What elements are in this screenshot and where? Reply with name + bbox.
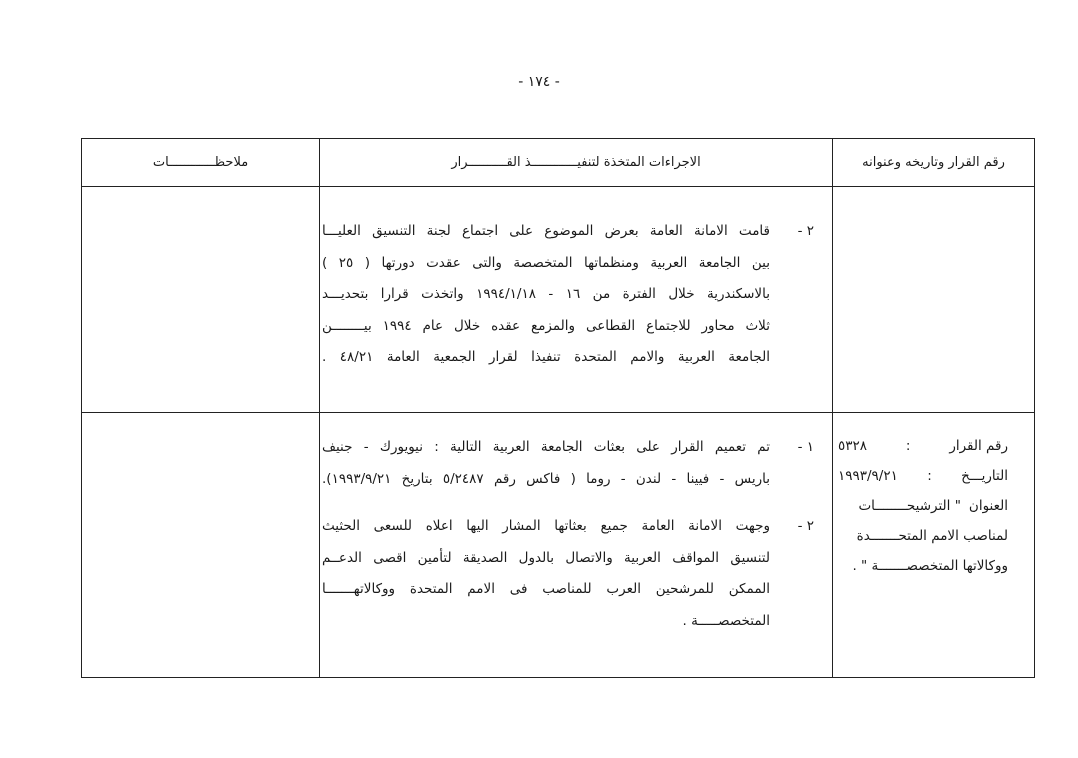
action-line bbox=[322, 432, 814, 464]
action-line bbox=[322, 342, 814, 374]
row2-actions-item1 bbox=[322, 432, 814, 495]
action-line bbox=[322, 543, 814, 575]
action-text: قامت الامانة العامة بعرض الموضوع على اجتماع لجنة التنسيق العليـــا bbox=[322, 223, 770, 239]
action-text: وجهت الامانة العامة جميع بعثاتها المشار اليها اعلاه للسعى الحثيث bbox=[322, 518, 770, 534]
row-divider bbox=[82, 412, 1034, 413]
decision-date: التاريـــخ : ١٩٩٣/٩/٢١ bbox=[838, 468, 1008, 484]
header-actions: الاجراءات المتخذة لتنفيــــــــــــذ القــــــــــرار bbox=[451, 155, 701, 170]
item-number: ١ - bbox=[797, 439, 814, 455]
action-line bbox=[322, 511, 814, 543]
action-text: بالاسكندرية خلال الفترة من ١٦ - ١٩٩٤/١/١٨ واتخذت قرارا بتحديـــد bbox=[322, 286, 770, 302]
action-line bbox=[322, 464, 814, 496]
row2-actions-item2 bbox=[322, 511, 814, 637]
decision-title: العنوان " الترشيحــــــــات bbox=[858, 498, 1008, 514]
header-decision: رقم القرار وتاريخه وعنوانه bbox=[862, 155, 1005, 170]
page-number: - ١٧٤ - bbox=[518, 74, 560, 90]
row1-actions bbox=[322, 216, 814, 374]
action-line bbox=[322, 606, 814, 638]
decision-info bbox=[838, 431, 1008, 581]
action-text: لتنسيق المواقف العربية والاتصال بالدول الصديقة لتأمين اقصى الدعــم bbox=[322, 549, 770, 566]
action-text: الممكن للمرشحين العرب للمناصب فى الامم المتحدة ووكالاتهـــــــا bbox=[322, 581, 770, 597]
header-notes: ملاحظــــــــــــات bbox=[152, 155, 249, 170]
action-line bbox=[322, 248, 814, 280]
action-text: المتخصصـــــة . bbox=[682, 612, 770, 629]
decision-title-cont: لمناصب الامم المتحـــــــدة bbox=[856, 528, 1008, 544]
action-text: باريس - فيينا - لندن - روما ( فاكس رقم ٥/٢٤٨٧ بتاريخ ١٩٩٣/٩/٢١). bbox=[322, 470, 770, 487]
decisions-table bbox=[81, 138, 1035, 678]
decision-title-cont: ووكالاتها المتخصصـــــــة " . bbox=[852, 558, 1008, 574]
column-divider bbox=[319, 139, 320, 677]
action-line bbox=[322, 311, 814, 343]
action-text: تم تعميم القرار على بعثات الجامعة العربية التالية : نيويورك - جنيف bbox=[322, 439, 770, 455]
decision-number: رقم القرار : ٥٣٢٨ bbox=[838, 438, 1008, 454]
action-text: بين الجامعة العربية ومنظماتها المتخصصة والتى عقدت دورتها ( ٢٥ ) bbox=[322, 254, 770, 271]
header-divider bbox=[82, 186, 1034, 187]
action-line bbox=[322, 216, 814, 248]
action-line bbox=[322, 279, 814, 311]
action-line bbox=[322, 574, 814, 606]
item-number: ٢ - bbox=[797, 223, 814, 239]
action-text: ثلاث محاور للاجتماع القطاعى والمزمع عقده خلال عام ١٩٩٤ بيــــــــن bbox=[322, 317, 770, 334]
action-text: الجامعة العربية والامم المتحدة تنفيذا لقرار الجمعية العامة ٤٨/٢١ . bbox=[322, 349, 770, 365]
item-number: ٢ - bbox=[797, 518, 814, 534]
column-divider bbox=[832, 139, 833, 677]
